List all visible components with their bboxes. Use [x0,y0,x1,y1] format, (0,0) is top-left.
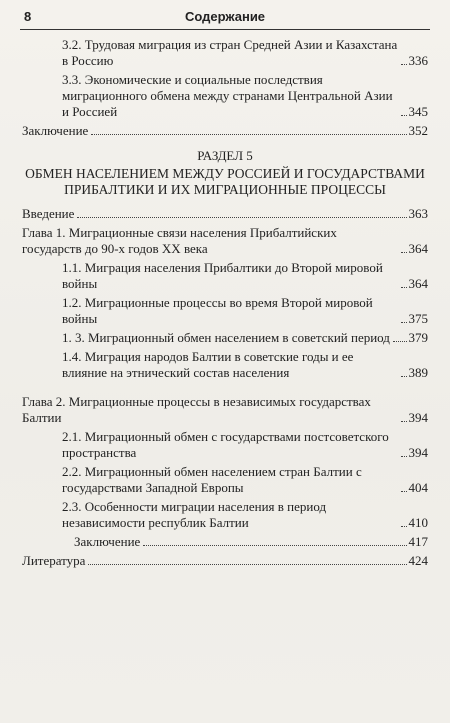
toc-entry-page: 364 [408,241,428,256]
toc-entry-2-3 [22,499,428,531]
toc-entry-title: 1.2. Миграционные процессы во время Второй мировой войны [62,295,373,326]
toc-entry-title: Глава 1. Миграционные связи населения Прибалтийских государств до 90-х годов XX века [22,225,337,256]
toc-entry-page: 352 [408,123,428,138]
leader-dots [143,545,406,546]
toc-entry-literature [22,553,428,569]
toc-entry-page: 389 [408,365,428,380]
toc-entry-page: 424 [408,553,428,568]
toc-entry-chapter-1 [22,225,428,257]
toc-entry-title: Литература [22,553,86,568]
page-number: 8 [24,9,32,24]
leader-dots [401,421,407,422]
toc-entry-title: Заключение [22,123,89,138]
table-of-contents [22,37,428,572]
toc-entry-page: 417 [408,534,428,549]
toc-entry-page: 404 [408,480,428,495]
toc-entry-title: Глава 2. Миграционные процессы в независимых государствах Балтии [22,394,371,425]
toc-entry-title: 2.3. Особенности миграции населения в период независимости республик Балтии [62,499,327,530]
toc-entry-page: 375 [408,311,428,326]
toc-entry-3-2 [22,37,428,69]
leader-dots [77,217,406,218]
toc-entry-title: 1.1. Миграция населения Прибалтики до Второй мировой войны [62,260,383,291]
leader-dots [401,456,407,457]
toc-entry-title: 1. 3. Миграционный обмен населением в советский период [62,330,390,345]
leader-dots [401,491,407,492]
toc-entry-1-4 [22,349,428,381]
toc-entry-page: 410 [408,515,428,530]
toc-entry-3-3 [22,72,428,120]
leader-dots [401,287,407,288]
toc-entry-2-1 [22,429,428,461]
leader-dots [88,564,406,565]
toc-entry-page: 364 [408,276,428,291]
leader-dots [401,115,407,116]
toc-entry-title: 2.2. Миграционный обмен населением стран Балтии с государствами Западной Европы [62,464,362,495]
leader-dots [401,64,407,65]
leader-dots [401,526,407,527]
section-heading: РАЗДЕЛ 5 [197,148,253,163]
toc-entry-page: 363 [408,206,428,221]
running-title: Содержание [184,9,266,24]
toc-entry-title: Введение [22,206,75,221]
toc-entry-title: 3.3. Экономические и социальные последствия миграционного обмена между странами Центральной Азии и Россией [62,72,393,119]
leader-dots [401,376,407,377]
toc-entry-title: 3.2. Трудовая миграция из стран Средней Азии и Казахстана в Россию [62,37,398,68]
toc-entry-title: 2.1. Миграционный обмен с государствами постсоветского пространства [62,429,389,460]
toc-entry-page: 345 [408,104,428,119]
toc-entry-1-2 [22,295,428,327]
toc-entry-page: 336 [408,53,428,68]
spacer [22,384,428,394]
toc-entry-2-2 [22,464,428,496]
toc-entry-title: Заключение [74,534,141,549]
toc-entry-1-1 [22,260,428,292]
toc-entry-chapter-2 [22,394,428,426]
leader-dots [91,134,406,135]
toc-entry-page: 394 [408,445,428,460]
leader-dots [393,341,407,342]
leader-dots [401,252,407,253]
toc-entry-1-3 [22,330,428,346]
toc-entry-page: 379 [408,330,428,345]
toc-entry-title: 1.4. Миграция народов Балтии в советские годы и ее влияние на этнический состав населения [62,349,354,380]
section-title: ОБМЕН НАСЕЛЕНИЕМ МЕЖДУ РОССИЕЙ И ГОСУДАРСТВАМИ ПРИБАЛТИКИ И ИХ МИГРАЦИОННЫЕ ПРОЦЕССЫ [25,166,425,197]
toc-entry-page: 394 [408,410,428,425]
toc-entry-chapter-2-conclusion [22,534,428,550]
toc-entry-intro [22,206,428,222]
page-header [20,7,430,30]
leader-dots [401,322,407,323]
toc-entry-conclusion [22,123,428,139]
